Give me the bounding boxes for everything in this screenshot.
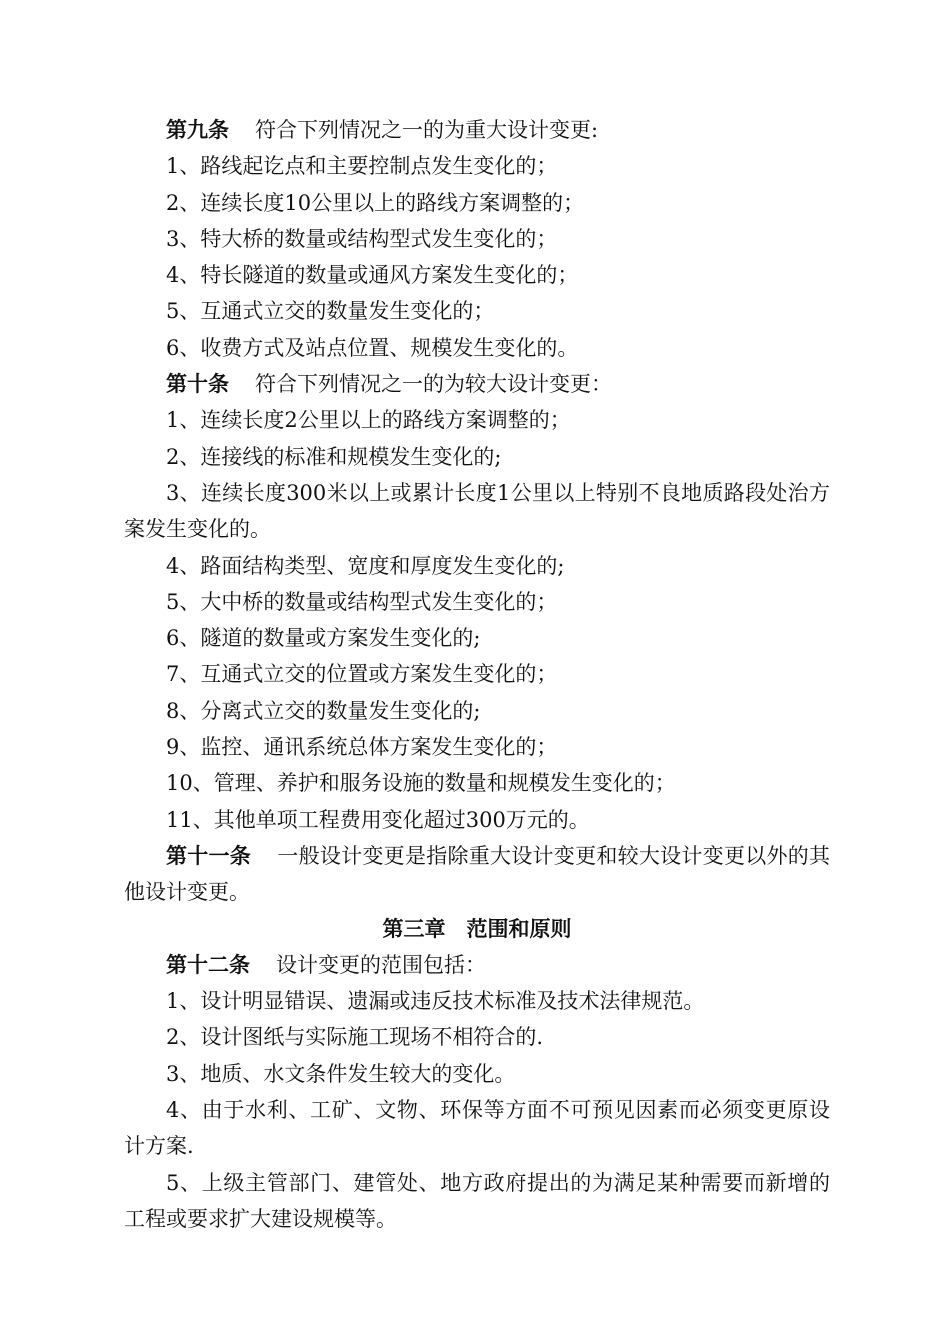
list-item: 3、地质、水文条件发生较大的变化。: [166, 1061, 516, 1086]
article-10-heading: [124, 366, 830, 402]
list-item: 7、互通式立交的位置或方案发生变化的；: [166, 662, 558, 687]
article-text: 符合下列情况之一的为较大设计变更：: [255, 372, 612, 397]
list-item: 4、由于水利、工矿、文物、环保等方面不可预见因素而必须变更原设计方案.: [124, 1098, 830, 1159]
list-item: 1、设计明显错误、遗漏或违反技术标准及技术法律规范。: [166, 989, 705, 1014]
article-number: 第十二条: [166, 952, 250, 977]
article-text: 设计变更的范围包括：: [276, 952, 486, 977]
list-item: 1、路线起讫点和主要控制点发生变化的；: [166, 154, 558, 179]
list-item: 9、监控、通讯系统总体方案发生变化的；: [166, 735, 558, 760]
list-item: 1、连续长度2公里以上的路线方案调整的；: [166, 408, 571, 433]
list-item: 3、特大桥的数量或结构型式发生变化的；: [166, 226, 558, 251]
article-11: [124, 838, 830, 911]
article-number: 第九条: [166, 118, 229, 142]
list-item: 2、连接线的标准和规模发生变化的;: [166, 444, 502, 469]
article-number: 第十一条: [166, 843, 252, 868]
list-item: 10、管理、养护和服务设施的数量和规模发生变化的；: [166, 771, 676, 796]
list-item: 5、上级主管部门、建管处、地方政府提出的为满足某种需要而新增的工程或要求扩大建设规模等。: [124, 1170, 830, 1231]
list-item: 5、互通式立交的数量发生变化的；: [166, 299, 495, 324]
list-item: 4、特长隧道的数量或通风方案发生变化的；: [166, 263, 579, 288]
list-item: 3、连续长度300米以上或累计长度1公里以上特别不良地质路段处治方案发生变化的。: [124, 480, 830, 542]
list-item: 11、其他单项工程费用变化超过300万元的。: [166, 807, 590, 832]
list-item: 8、分离式立交的数量发生变化的;: [166, 698, 481, 723]
document-page: [124, 112, 830, 1237]
list-item: 6、收费方式及站点位置、规模发生变化的。: [166, 335, 579, 360]
list-item: 4、路面结构类型、宽度和厚度发生变化的;: [166, 553, 565, 578]
article-number: 第十条: [166, 372, 229, 397]
list-item: 6、隧道的数量或方案发生变化的;: [166, 626, 481, 651]
article-12-heading: [124, 947, 830, 983]
chapter-title: 第三章 范围和原则: [382, 916, 572, 941]
list-item: 5、大中桥的数量或结构型式发生变化的；: [166, 589, 558, 614]
article-text: 一般设计变更是指除重大设计变更和较大设计变更以外的其他设计变更。: [124, 843, 831, 905]
article-text: 符合下列情况之一的为重大设计变更:: [255, 118, 599, 142]
list-item: 2、连续长度10公里以上的路线方案调整的；: [166, 190, 585, 215]
list-item: 2、设计图纸与实际施工现场不相符合的.: [166, 1025, 544, 1050]
article-9-heading: [124, 112, 830, 148]
